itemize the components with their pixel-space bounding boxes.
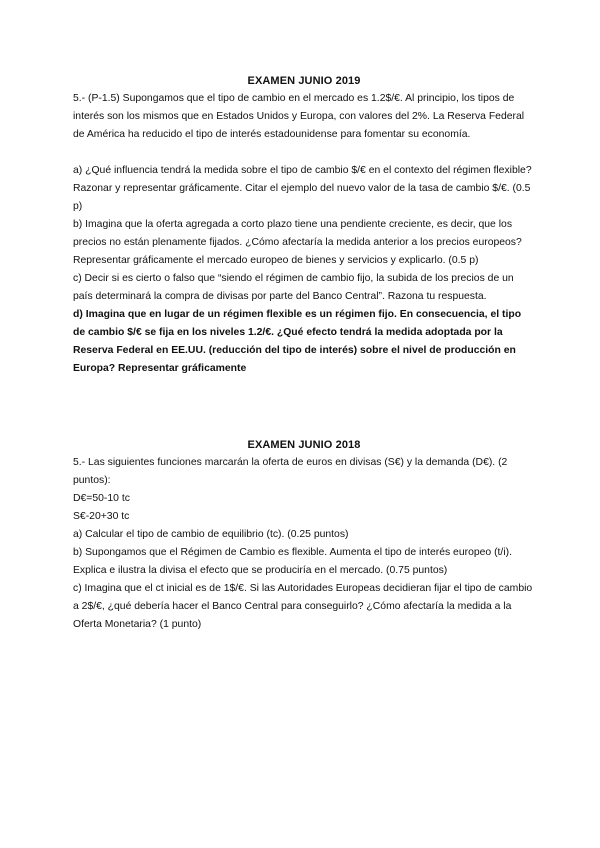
exam-2018-question-b: b) Supongamos que el Régimen de Cambio es flexible. Aumenta el tipo de interés europeo (t/i). Explica e ilustra la divisa el efecto que se produciría en el mercado. (0.75 puntos) xyxy=(73,547,512,576)
exam-2019-question-d: d) Imagina que en lugar de un régimen flexible es un régimen fijo. En consecuencia, el tipo de cambio $/€ se fija en los niveles 1.2/€. ¿Qué efecto tendrá la medida adoptada por la Reserva Federal en EE.UU. (reducción del tipo de interés) sobre el nivel de producción en Europa? Representar gráficamente xyxy=(73,309,522,374)
exam-2018-question-c: c) Imagina que el ct inicial es de 1$/€. Si las Autoridades Europeas decidieran fijar el tipo de cambio a 2$/€, ¿qué debería hacer el Banco Central para conseguirlo? ¿Cómo afectaría la medida a la Oferta Monetaria? (1 punto) xyxy=(73,583,533,630)
exam-2019-question-a: a) ¿Qué influencia tendrá la medida sobre el tipo de cambio $/€ en el contexto del régimen flexible? Razonar y representar gráficamente. Citar el ejemplo del nuevo valor de la tasa de cambio $/€. (0.5 p) xyxy=(73,165,532,212)
exam-2018-equation-demand: D€=50-10 tc xyxy=(73,493,130,504)
exam-2019-question-c: c) Decir si es cierto o falso que “siendo el régimen de cambio fijo, la subida de los precios de un país determinará la compra de divisas por parte del Banco Central”. Razona tu respuesta. xyxy=(73,273,514,302)
exam-2018-title: EXAMEN JUNIO 2018 xyxy=(247,439,361,451)
paragraph-spacer xyxy=(73,144,535,162)
exam-2019-section xyxy=(73,72,535,378)
exam-2018-section xyxy=(73,436,535,634)
exam-2018-equation-supply: S€-20+30 tc xyxy=(73,511,130,522)
exam-2019-title: EXAMEN JUNIO 2019 xyxy=(247,75,361,87)
exam-2018-intro: 5.- Las siguientes funciones marcarán la oferta de euros en divisas (S€) y la demanda (D€). (2 puntos): xyxy=(73,457,508,486)
exam-2019-question-b: b) Imagina que la oferta agregada a corto plazo tiene una pendiente creciente, es decir, que los precios no están plenamente fijados. ¿Cómo afectaría la medida anterior a los precios europeos? Representar gráficamente el mercado europeo de bienes y servicios y explicarlo. (0.5 p) xyxy=(73,219,522,266)
exam-2019-intro: 5.- (P-1.5) Supongamos que el tipo de cambio en el mercado es 1.2$/€. Al principio, los tipos de interés son los mismos que en Estados Unidos y Europa, con valores del 2%. La Reserva Federal de América ha reducido el tipo de interés estadounidense para fomentar su economía. xyxy=(73,93,525,140)
exam-2018-question-a: a) Calcular el tipo de cambio de equilibrio (tc). (0.25 puntos) xyxy=(73,529,349,540)
